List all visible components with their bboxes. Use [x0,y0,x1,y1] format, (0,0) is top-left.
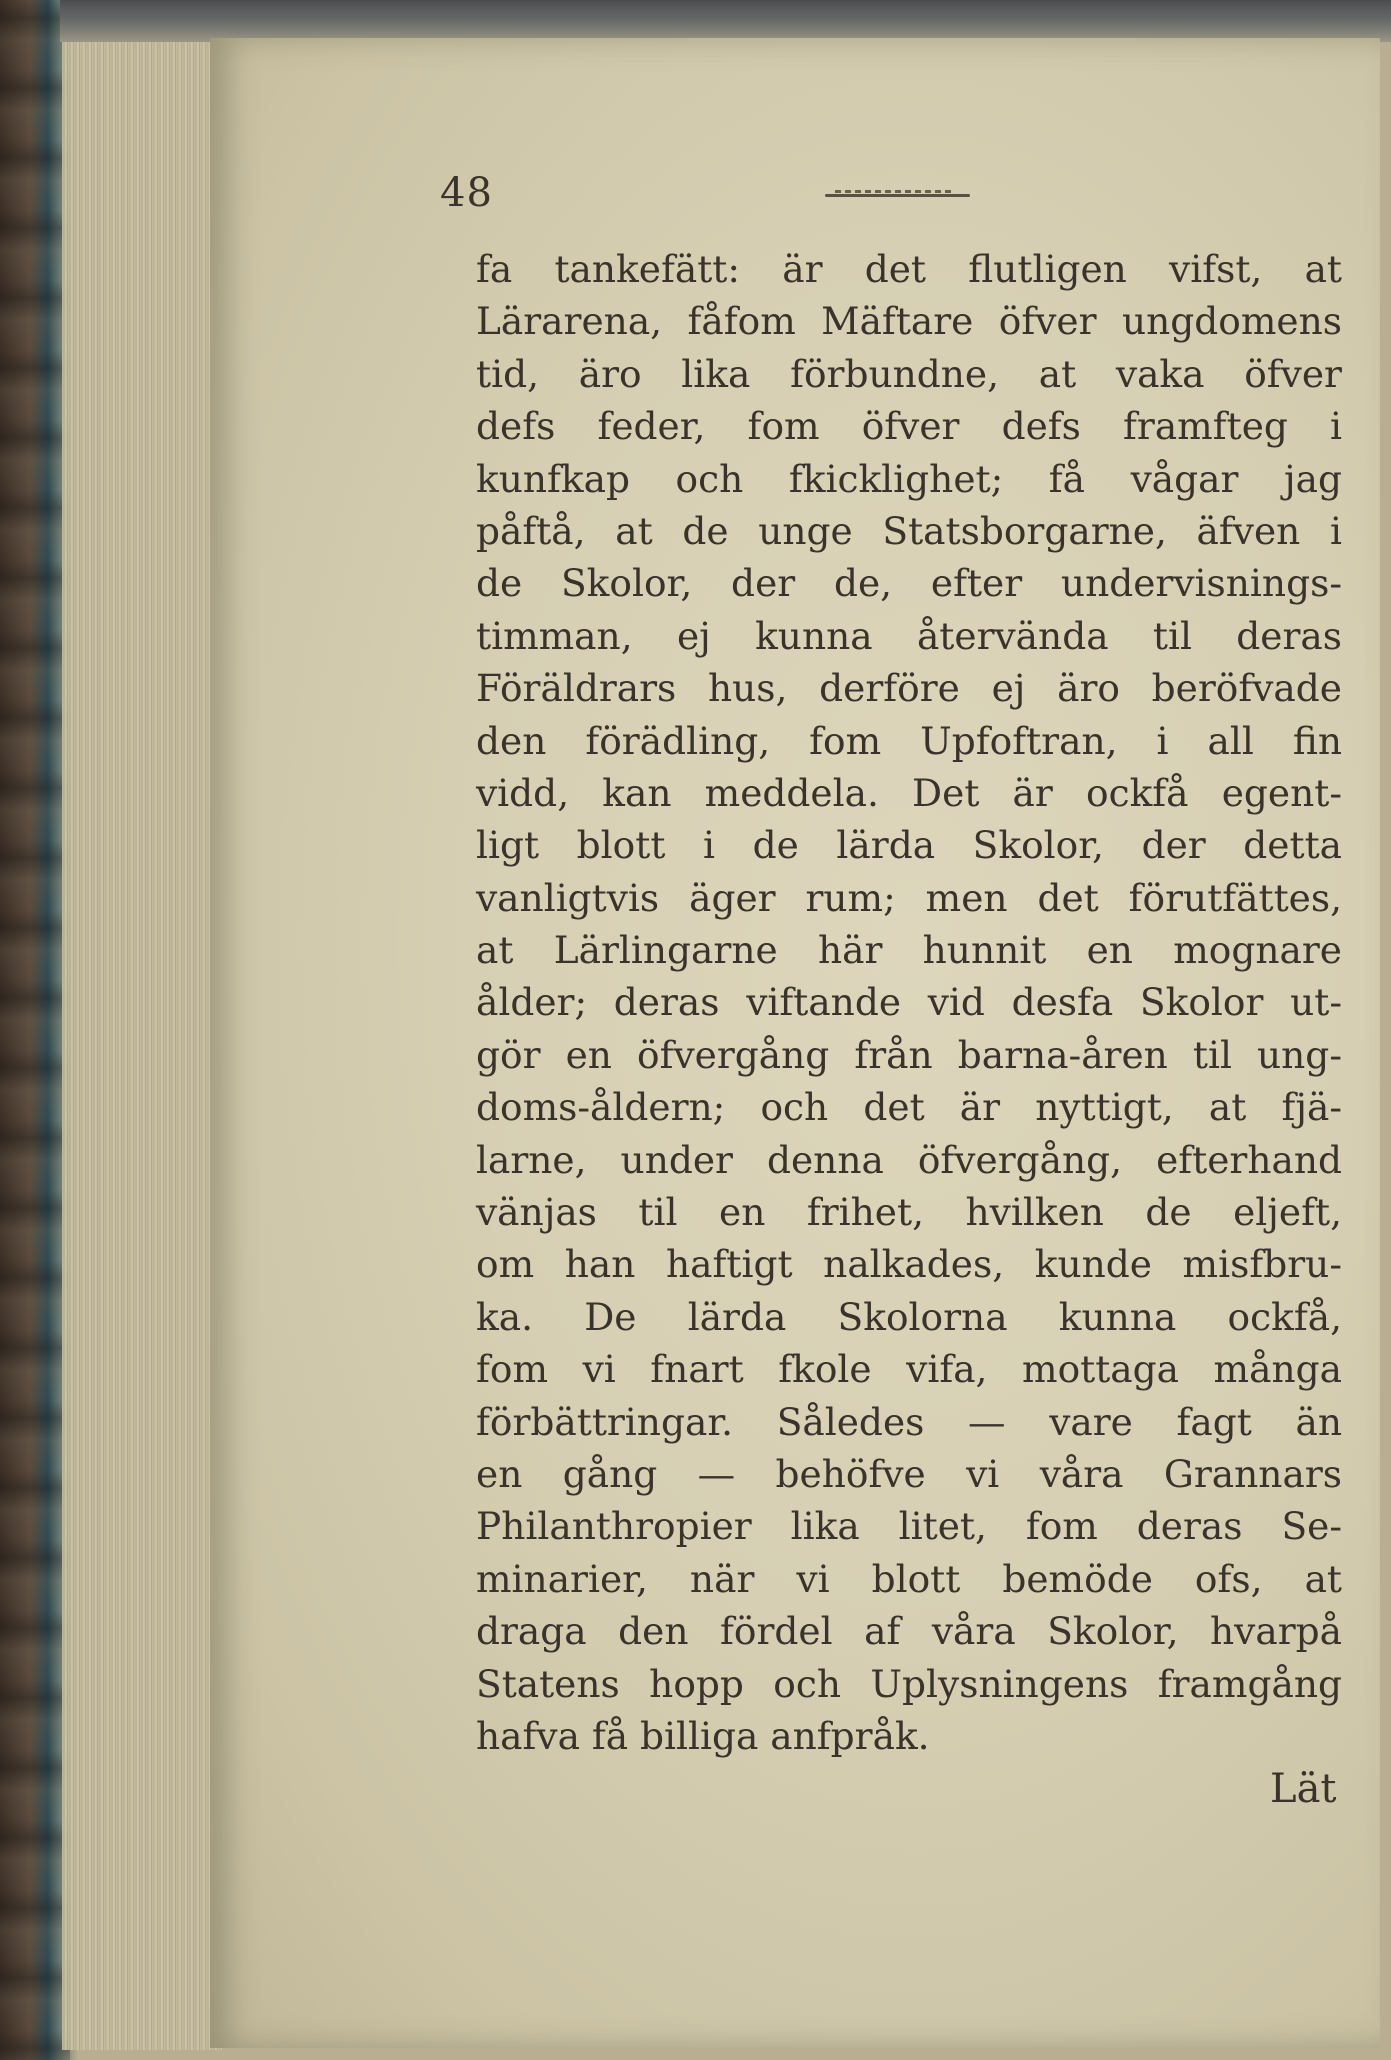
text-line: ka. De lärda Skolorna kunna ockfå, [476,1294,1342,1339]
text-line: at Lärlingarne här hunnit en mognare [476,928,1342,973]
text-line: gör en öfvergång från barna-åren til ung- [476,1032,1342,1077]
text-line: om han haftigt nalkades, kunde misfbru- [476,1242,1342,1287]
header-ornament [825,190,970,200]
text-line: vidd, kan meddela. Det är ockfå egent- [476,770,1342,815]
text-line: en gång — behöfve vi våra Grannars [476,1451,1342,1496]
text-line: timman, ej kunna återvända til deras [476,613,1342,658]
text-line: Philanthropier lika litet, fom deras Se- [476,1504,1342,1549]
text-line: ålder; deras viftande vid desfa Skolor ut- [476,980,1342,1025]
text-line: Lärarena, fåfom Mäftare öfver ungdomens [476,299,1342,344]
ornament-rule [825,194,970,197]
text-line: förbättringar. Således — vare fagt än [476,1399,1342,1444]
page-number: 48 [440,170,493,216]
top-shadow [60,0,1391,42]
page-edges [62,40,222,2050]
text-line: Föräldrars hus, derföre ej äro beröfvade [476,666,1342,711]
text-line: fa tankefätt: är det flutligen vifst, at [476,247,1342,291]
text-line: tid, äro lika förbundne, at vaka öfver [476,351,1342,396]
body-text [476,243,1342,1762]
text-line: ligt blott i de lärda Skolor, der detta [476,823,1342,868]
text-line: minarier, när vi blott bemöde ofs, at [476,1556,1342,1601]
spine-edge [0,0,70,2060]
text-line: vanligtvis äger rum; men det förutfättes, [476,875,1342,920]
text-line: vänjas til en frihet, hvilken de eljeft, [476,1190,1342,1235]
text-line: hafva få billiga anfpråk. [476,1713,930,1758]
catchword: Lät [1270,1766,1337,1812]
text-line: påftå, at de unge Statsborgarne, äfven i [476,508,1342,553]
text-line: den förädling, fom Upfoftran, i all fin [476,718,1342,763]
text-line: de Skolor, der de, efter undervisnings- [476,561,1342,606]
text-line: fom vi fnart fkole vifa, mottaga många [476,1347,1342,1392]
text-line: doms-åldern; och det är nyttigt, at fjä- [476,1085,1342,1130]
text-line: defs feder, fom öfver defs framfteg i [476,404,1342,449]
text-line: kunfkap och fkicklighet; få vågar jag [476,456,1342,501]
text-line: Statens hopp och Uplysningens framgång [476,1661,1342,1706]
text-line: larne, under denna öfvergång, efterhand [476,1137,1342,1182]
ornament-dots [835,190,955,193]
text-line: draga den fördel af våra Skolor, hvarpå [476,1609,1342,1654]
